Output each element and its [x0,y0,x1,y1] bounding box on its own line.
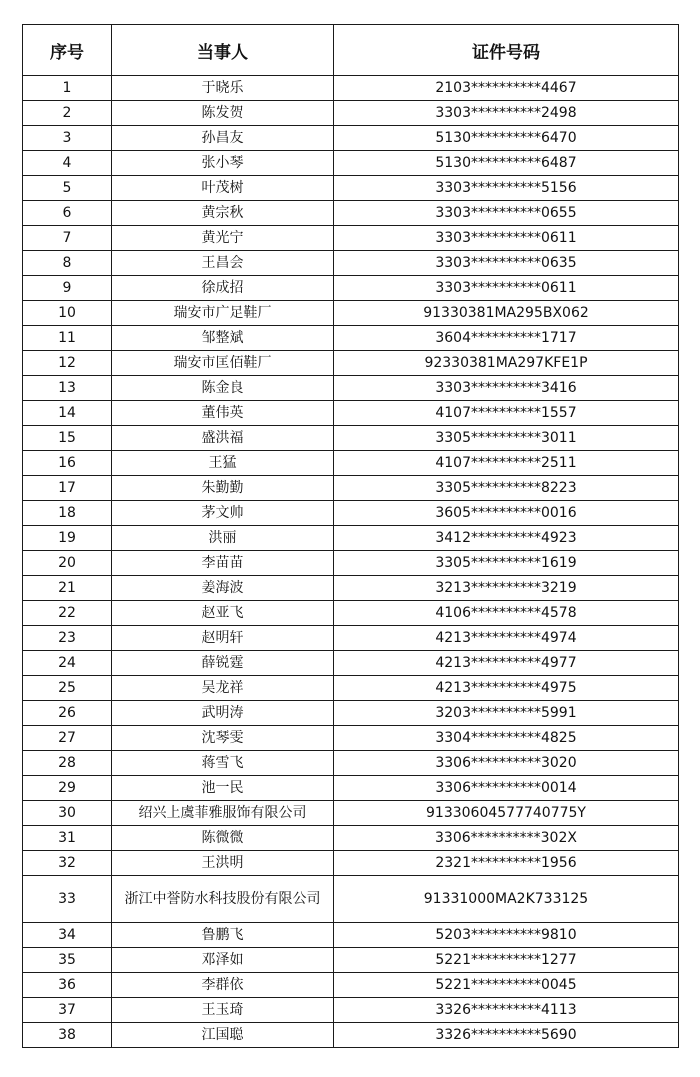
table-row [23,226,679,251]
id-number-cell: 3605**********0016 [334,501,679,526]
serial-number-cell: 7 [23,226,112,251]
id-number-cell: 5130**********6487 [334,151,679,176]
header-party: 当事人 [112,25,334,76]
table-row [23,651,679,676]
serial-number-cell: 10 [23,301,112,326]
table-row [23,601,679,626]
table-row [23,151,679,176]
table-row [23,251,679,276]
table-row [23,401,679,426]
table-row [23,701,679,726]
party-name-cell: 徐成招 [112,276,334,301]
serial-number-cell: 27 [23,726,112,751]
table-row [23,526,679,551]
party-name-cell: 王洪明 [112,851,334,876]
serial-number-cell: 9 [23,276,112,301]
table-row [23,948,679,973]
id-number-cell: 3305**********1619 [334,551,679,576]
table-body [23,76,679,1048]
party-name-cell: 赵亚飞 [112,601,334,626]
id-number-cell: 4107**********2511 [334,451,679,476]
serial-number-cell: 5 [23,176,112,201]
serial-number-cell: 15 [23,426,112,451]
table-row [23,476,679,501]
id-number-cell: 5221**********0045 [334,973,679,998]
table-row [23,998,679,1023]
id-number-cell: 3303**********0611 [334,226,679,251]
serial-number-cell: 1 [23,76,112,101]
party-name-cell: 洪丽 [112,526,334,551]
party-name-cell: 黄宗秋 [112,201,334,226]
party-name-cell: 薛锐霆 [112,651,334,676]
table-row [23,326,679,351]
parties-table [22,24,679,1048]
serial-number-cell: 35 [23,948,112,973]
id-number-cell: 3303**********3416 [334,376,679,401]
party-name-cell: 于晓乐 [112,76,334,101]
id-number-cell: 3305**********3011 [334,426,679,451]
party-name-cell: 武明涛 [112,701,334,726]
id-number-cell: 91330381MA295BX062 [334,301,679,326]
id-number-cell: 4213**********4977 [334,651,679,676]
party-name-cell: 叶茂树 [112,176,334,201]
party-name-cell: 董伟英 [112,401,334,426]
id-number-cell: 91331000MA2K733125 [334,876,679,923]
party-name-cell: 盛洪福 [112,426,334,451]
party-name-cell: 绍兴上虞菲雅服饰有限公司 [112,801,334,826]
table-row [23,551,679,576]
table-row [23,426,679,451]
table-row [23,576,679,601]
serial-number-cell: 2 [23,101,112,126]
table-row [23,1023,679,1048]
id-number-cell: 3306**********0014 [334,776,679,801]
table-row [23,626,679,651]
party-name-cell: 邓泽如 [112,948,334,973]
serial-number-cell: 14 [23,401,112,426]
party-name-cell: 陈发贺 [112,101,334,126]
party-name-cell: 王昌会 [112,251,334,276]
table-row [23,101,679,126]
party-name-cell: 王玉琦 [112,998,334,1023]
party-name-cell: 茅文帅 [112,501,334,526]
serial-number-cell: 34 [23,923,112,948]
id-number-cell: 5130**********6470 [334,126,679,151]
party-name-cell: 王猛 [112,451,334,476]
party-name-cell: 瑞安市广足鞋厂 [112,301,334,326]
table-row [23,201,679,226]
party-name-cell: 李苗苗 [112,551,334,576]
id-number-cell: 4106**********4578 [334,601,679,626]
serial-number-cell: 26 [23,701,112,726]
serial-number-cell: 21 [23,576,112,601]
id-number-cell: 3303**********0611 [334,276,679,301]
serial-number-cell: 38 [23,1023,112,1048]
serial-number-cell: 13 [23,376,112,401]
party-name-cell: 张小琴 [112,151,334,176]
serial-number-cell: 20 [23,551,112,576]
serial-number-cell: 16 [23,451,112,476]
id-number-cell: 3303**********0655 [334,201,679,226]
party-name-cell: 朱勤勤 [112,476,334,501]
serial-number-cell: 24 [23,651,112,676]
serial-number-cell: 28 [23,751,112,776]
party-name-cell: 池一民 [112,776,334,801]
table-row [23,876,679,923]
party-name-cell: 瑞安市匡佰鞋厂 [112,351,334,376]
table-row [23,451,679,476]
id-number-cell: 3306**********302X [334,826,679,851]
id-number-cell: 3213**********3219 [334,576,679,601]
serial-number-cell: 18 [23,501,112,526]
party-name-cell: 吴龙祥 [112,676,334,701]
serial-number-cell: 8 [23,251,112,276]
id-number-cell: 3304**********4825 [334,726,679,751]
table-row [23,826,679,851]
table-row [23,726,679,751]
serial-number-cell: 32 [23,851,112,876]
party-name-cell: 江国聪 [112,1023,334,1048]
party-name-cell: 鲁鹏飞 [112,923,334,948]
id-number-cell: 91330604577740775Y [334,801,679,826]
id-number-cell: 3306**********3020 [334,751,679,776]
party-name-cell: 陈微微 [112,826,334,851]
id-number-cell: 3303**********2498 [334,101,679,126]
serial-number-cell: 36 [23,973,112,998]
id-number-cell: 4213**********4975 [334,676,679,701]
serial-number-cell: 11 [23,326,112,351]
table-row [23,776,679,801]
id-number-cell: 2103**********4467 [334,76,679,101]
table-row [23,126,679,151]
serial-number-cell: 29 [23,776,112,801]
serial-number-cell: 25 [23,676,112,701]
id-number-cell: 3604**********1717 [334,326,679,351]
id-number-cell: 2321**********1956 [334,851,679,876]
table-row [23,923,679,948]
table-row [23,376,679,401]
serial-number-cell: 19 [23,526,112,551]
id-number-cell: 5221**********1277 [334,948,679,973]
party-name-cell: 黄光宁 [112,226,334,251]
party-name-cell: 蒋雪飞 [112,751,334,776]
id-number-cell: 92330381MA297KFE1P [334,351,679,376]
header-id-number: 证件号码 [334,25,679,76]
serial-number-cell: 30 [23,801,112,826]
id-number-cell: 3326**********4113 [334,998,679,1023]
serial-number-cell: 4 [23,151,112,176]
serial-number-cell: 37 [23,998,112,1023]
party-name-cell: 姜海波 [112,576,334,601]
table-row [23,676,679,701]
serial-number-cell: 12 [23,351,112,376]
id-number-cell: 3203**********5991 [334,701,679,726]
table-row [23,851,679,876]
party-name-cell: 孙昌友 [112,126,334,151]
table-header-row [23,25,679,76]
serial-number-cell: 17 [23,476,112,501]
serial-number-cell: 23 [23,626,112,651]
id-number-cell: 3326**********5690 [334,1023,679,1048]
table-row [23,176,679,201]
id-number-cell: 3412**********4923 [334,526,679,551]
id-number-cell: 4107**********1557 [334,401,679,426]
id-number-cell: 4213**********4974 [334,626,679,651]
table-row [23,801,679,826]
id-number-cell: 5203**********9810 [334,923,679,948]
party-name-cell: 沈琴雯 [112,726,334,751]
id-number-cell: 3303**********5156 [334,176,679,201]
id-number-cell: 3303**********0635 [334,251,679,276]
table-row [23,751,679,776]
party-name-cell: 陈金良 [112,376,334,401]
party-name-cell: 李群依 [112,973,334,998]
table-row [23,501,679,526]
party-name-cell: 赵明轩 [112,626,334,651]
table-row [23,276,679,301]
party-name-cell: 浙江中誉防水科技股份有限公司 [112,876,334,923]
table-row [23,973,679,998]
header-serial-number: 序号 [23,25,112,76]
serial-number-cell: 3 [23,126,112,151]
table-row [23,76,679,101]
serial-number-cell: 31 [23,826,112,851]
serial-number-cell: 33 [23,876,112,923]
table-row [23,301,679,326]
serial-number-cell: 22 [23,601,112,626]
table-row [23,351,679,376]
id-number-cell: 3305**********8223 [334,476,679,501]
party-name-cell: 邹整斌 [112,326,334,351]
serial-number-cell: 6 [23,201,112,226]
